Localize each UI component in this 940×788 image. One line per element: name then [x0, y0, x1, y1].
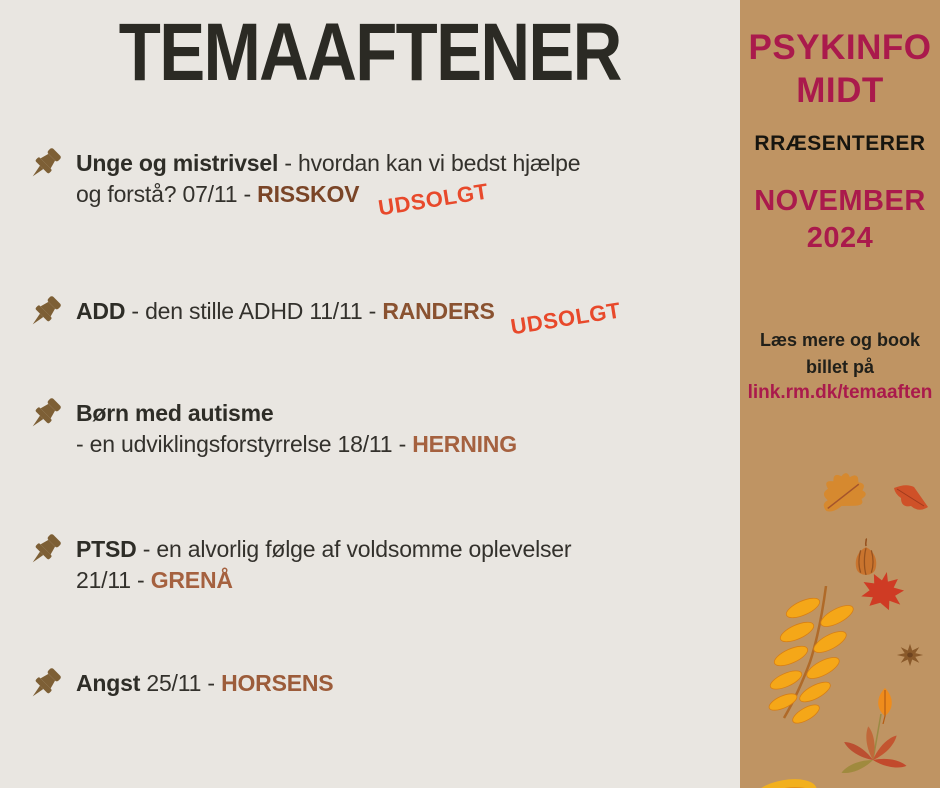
- event-date: 21/11 -: [76, 567, 151, 593]
- event-text: [76, 668, 333, 711]
- event-item-ptsd: [26, 534, 726, 596]
- red-leaf-fragment-icon: [892, 482, 930, 521]
- event-text: [76, 398, 517, 460]
- sidebar: [740, 0, 940, 788]
- booking-info: [740, 327, 940, 381]
- pushpin-icon: [26, 145, 64, 210]
- month-line-2: 2024: [806, 222, 874, 254]
- event-date: 25/11 -: [140, 670, 222, 696]
- rowan-leaf-icon: [768, 586, 860, 731]
- event-desc: - en alvorlig følge af voldsomme oplevelser: [136, 536, 572, 562]
- booking-link[interactable]: link.rm.dk/temaaften: [747, 382, 933, 403]
- oak-leaf-icon: [818, 468, 870, 519]
- month-line-1: NOVEMBER: [754, 185, 926, 217]
- event-location: RISSKOV: [257, 181, 360, 207]
- brand-title: [740, 26, 940, 112]
- event-line-1: [76, 296, 623, 340]
- event-item-boern-med-autisme: [26, 398, 726, 460]
- month-title: [740, 183, 940, 257]
- presents-label: RRÆSENTERER: [754, 132, 926, 155]
- event-name: Børn med autisme: [76, 400, 274, 426]
- event-text: [76, 534, 571, 596]
- event-line-2: [76, 429, 517, 460]
- pushpin-icon: [26, 395, 64, 460]
- event-location: GRENÅ: [150, 567, 233, 593]
- soldout-badge: UDSOLGT: [508, 297, 623, 340]
- soldout-badge: UDSOLGT: [376, 178, 491, 221]
- event-line-1: [76, 398, 517, 429]
- event-line-1: [76, 668, 333, 699]
- pushpin-icon: [26, 665, 64, 711]
- page-title-text: TEMAAFTENER: [119, 7, 621, 98]
- event-item-angst: [26, 668, 726, 711]
- event-location: HERNING: [412, 431, 517, 457]
- event-location: HORSENS: [221, 670, 334, 696]
- page-title: [0, 6, 740, 100]
- pushpin-icon: [26, 293, 64, 339]
- event-desc: - hvordan kan vi bedst hjælpe: [278, 150, 581, 176]
- event-location: RANDERS: [382, 298, 495, 324]
- event-line-2: [76, 565, 571, 596]
- event-name: Unge og mistrivsel: [76, 150, 279, 176]
- booking-info-line-1: Læs mere og book: [759, 330, 921, 350]
- event-line-1: [76, 534, 571, 565]
- pushpin-icon: [26, 531, 64, 596]
- physalis-lantern-icon: [850, 538, 882, 589]
- event-name: Angst: [76, 670, 141, 696]
- brand-line-2: MIDT: [796, 71, 884, 110]
- event-text: [76, 148, 581, 221]
- creeper-leaf-icon: [830, 714, 916, 788]
- brand-line-1: PSYKINFO: [748, 28, 932, 67]
- event-desc: - en udviklingsforstyrrelse 18/11 -: [76, 431, 413, 457]
- event-name: ADD: [76, 298, 126, 324]
- event-line-2: [76, 178, 580, 221]
- event-desc: - den stille ADHD 11/11 -: [125, 298, 383, 324]
- event-line-1: [76, 148, 580, 179]
- event-name: PTSD: [76, 536, 137, 562]
- event-item-unge-og-mistrivsel: [26, 148, 726, 221]
- star-anise-icon: [892, 640, 928, 675]
- event-date: og forstå? 07/11 -: [76, 181, 258, 207]
- leaf-tip-icon: [750, 774, 820, 788]
- event-item-add: [26, 296, 726, 339]
- booking-info-line-2: billet på: [805, 357, 874, 377]
- event-text: [76, 296, 623, 340]
